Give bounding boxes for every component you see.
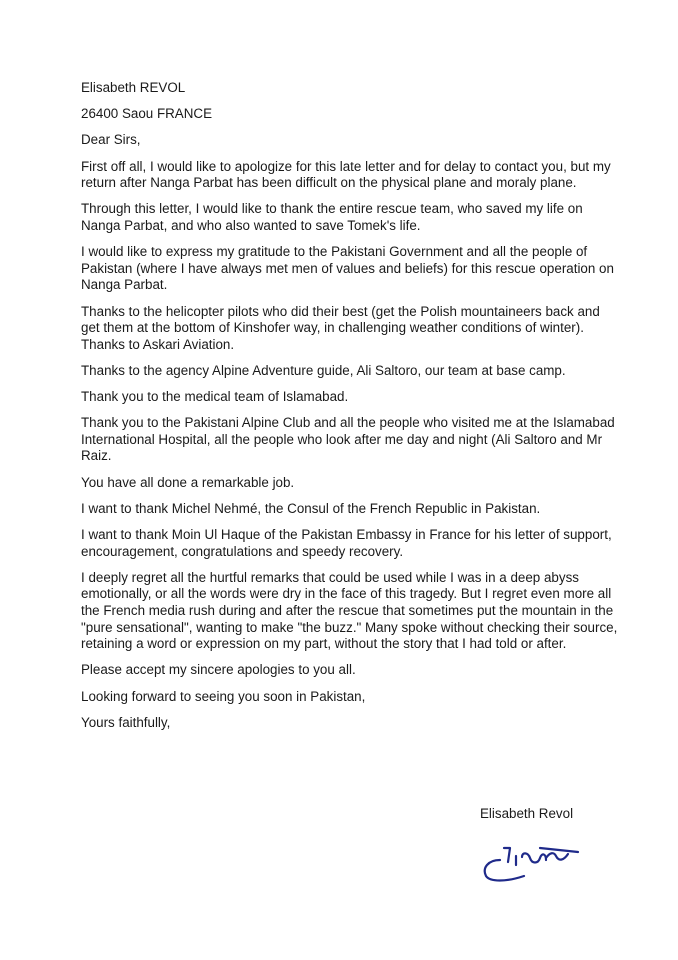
- closing: Yours faithfully,: [81, 714, 171, 730]
- handwritten-signature: [464, 838, 584, 886]
- sender-name: Elisabeth REVOL: [81, 80, 186, 95]
- paragraph-thank-pilots: Thanks to the helicopter pilots who did their best (get the Polish mountaineers back and get them at the bottom of Kinshofer way, in challenging weather conditions of winter). Thanks to Askari Aviation.: [81, 303, 600, 352]
- letter-body: [81, 80, 621, 741]
- paragraph-thank-agency: Thanks to the agency Alpine Adventure guide, Ali Saltoro, our team at base camp.: [81, 362, 566, 378]
- signature-name: Elisabeth Revol: [480, 806, 574, 821]
- paragraph-thank-alpine-club: Thank you to the Pakistani Alpine Club and all the people who visited me at the Islamabad International Hospital, all the people who look after me day and night (Ali Saltoro and Mr Raiz.: [81, 415, 615, 464]
- salutation: Dear Sirs,: [81, 132, 141, 148]
- paragraph-remarkable-job: You have all done a remarkable job.: [81, 474, 295, 490]
- paragraph-gratitude-government: I would like to express my gratitude to the Pakistani Government and all the people of Pakistan (where I have always met men of values and beliefs) for this rescue operation on Nanga Parbat.: [81, 244, 614, 293]
- paragraph-thank-rescue-team: Through this letter, I would like to thank the entire rescue team, who saved my life on Nanga Parbat, and who also wanted to save Tomek's life.: [81, 201, 583, 233]
- paragraph-regret: I deeply regret all the hurtful remarks that could be used while I was in a deep abyss emotionally, or all the words were dry in the face of this tragedy. But I regret even more all the French media rush during and after the rescue that sometimes put the mountain in the "pure sensational", wanting to make "the buzz." Many spoke without checking their source, retaining a word or expression on my part, without the story that I had told or after.: [81, 569, 618, 652]
- paragraph-thank-consul: I want to thank Michel Nehmé, the Consul of the French Republic in Pakistan.: [81, 500, 541, 516]
- paragraph-apology: First off all, I would like to apologize for this late letter and for delay to contact you, but my return after Nanga Parbat has been difficult on the physical plane and moraly plane.: [81, 158, 611, 191]
- paragraph-looking-forward: Looking forward to seeing you soon in Pakistan,: [81, 688, 366, 704]
- paragraph-thank-medical-team: Thank you to the medical team of Islamabad.: [81, 389, 349, 405]
- paragraph-thank-embassy: I want to thank Moin Ul Haque of the Pakistan Embassy in France for his letter of support, encouragement, congratulations and speedy recovery.: [81, 527, 612, 559]
- paragraph-apologies: Please accept my sincere apologies to you all.: [81, 662, 356, 678]
- sender-address: 26400 Saou FRANCE: [81, 106, 213, 122]
